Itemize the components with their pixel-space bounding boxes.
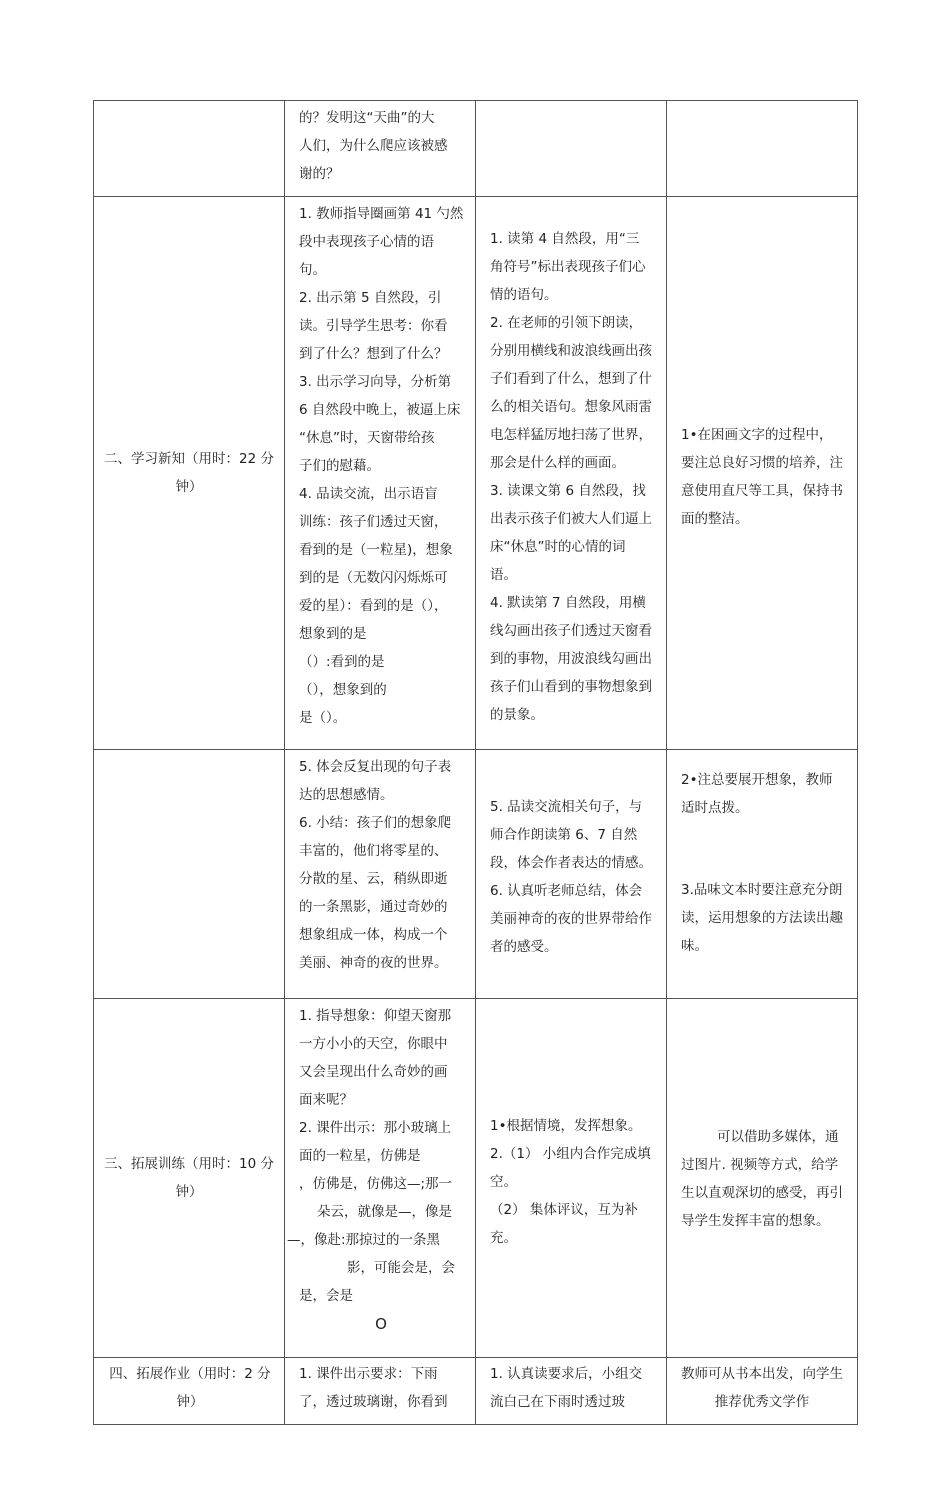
text-line: 线勾画出孩子们透过天窗看 <box>490 623 652 639</box>
text-line: 要注总良好习惯的培养，注 <box>681 455 843 471</box>
text-line: 教师可从书本出发，向学生 <box>681 1366 843 1382</box>
notes-cell <box>667 101 858 197</box>
text-line: 段，体会作者表达的情感。 <box>490 855 652 871</box>
text-line: 到的是（无数闪闪烁烁可 <box>299 570 448 586</box>
text-line: 适时点拨。 <box>681 800 749 816</box>
text-line: 一方小小的天空，你眼中 <box>299 1036 448 1052</box>
text-line: 1. 指导想象：仰望天窗那 <box>299 1008 452 1024</box>
lesson-plan-table <box>93 100 858 1425</box>
text-line: 看到的是（一粒星)，想象 <box>299 542 453 558</box>
text-line: 的一条黑影，通过奇妙的 <box>299 899 448 915</box>
text-line: 那会是什么样的画面。 <box>490 455 625 471</box>
text-line: 读。引导学生思考：你看 <box>299 318 448 334</box>
text-line: 2. 课件出示：那小玻璃上 <box>299 1120 452 1136</box>
text-line: 角符号”标出表现孩子们心 <box>490 259 646 275</box>
text-line: 6. 小结：孩子们的想象爬 <box>299 815 452 831</box>
text-line: 3. 读课文第 6 自然段，找 <box>490 483 646 499</box>
table-row <box>94 999 858 1358</box>
text-line: 味。 <box>681 938 708 954</box>
text-line: 1•根据情境，发挥想象。 <box>490 1118 642 1134</box>
stage-label: 二、学习新知（用时：22 分钟） <box>104 451 274 495</box>
text-line: 5. 体会反复出现的句子表 <box>299 759 452 775</box>
text-line: 面来呢？ <box>299 1092 353 1108</box>
text-line: 过图片. 视频等方式，给学 <box>681 1157 839 1173</box>
text-line: 导学生发挥丰富的想象。 <box>681 1213 830 1229</box>
text-line: 1. 认真读要求后，小组交 <box>490 1366 643 1382</box>
text-line: 者的感受。 <box>490 939 558 955</box>
text-line: 语。 <box>490 567 517 583</box>
teacher-activity-cell <box>285 101 476 197</box>
teacher-activity-cell <box>285 1358 476 1425</box>
text-line: 到了什么？想到了什么？ <box>299 346 448 362</box>
stage-cell <box>94 750 285 999</box>
text-line: 美丽、神奇的夜的世界。 <box>299 955 448 971</box>
text-line: 的？发明这“天曲”的大 <box>299 110 435 126</box>
text-line: 推荐优秀文学作 <box>714 1394 810 1410</box>
table-row <box>94 750 858 999</box>
stage-cell <box>94 999 285 1358</box>
text-line: 意使用直尺等工具，保持书 <box>681 483 843 499</box>
text-line: O <box>375 1315 387 1333</box>
text-line: 可以借助多媒体，通 <box>717 1129 839 1145</box>
text-line: 段中表现孩子心情的语 <box>299 234 434 250</box>
text-line: 充。 <box>490 1230 517 1246</box>
teacher-activity-cell <box>285 197 476 750</box>
text-line: 的景象。 <box>490 707 544 723</box>
text-line: 出表示孩子们被大人们逼上 <box>490 511 652 527</box>
text-line: 1. 教师指导圈画第 41 勺然 <box>299 206 464 222</box>
text-line: 空。 <box>490 1174 517 1190</box>
text-line: 流白己在下雨时透过玻 <box>490 1394 625 1410</box>
text-line: （2） 集体评议，互为补 <box>490 1202 638 1218</box>
text-line: 子们看到了什么，想到了什 <box>490 371 652 387</box>
text-line: 又会呈现出什么奇妙的画 <box>299 1064 448 1080</box>
notes-cell <box>667 750 858 999</box>
text-line: 子们的慰藉。 <box>299 458 380 474</box>
teacher-activity-cell <box>285 750 476 999</box>
text-line: （）:看到的是 <box>299 654 385 670</box>
text-line: 朵云，就像是—，像是 <box>317 1204 452 1220</box>
text-line: 人们，为什么爬应该被感 <box>299 138 448 154</box>
text-line: 师合作朗读第 6、7 自然 <box>490 827 638 843</box>
text-line: 影，可能会是，会 <box>347 1260 455 1276</box>
stage-cell <box>94 1358 285 1425</box>
text-line: （），想象到的 <box>299 682 387 698</box>
text-line: 分别用横线和波浪线画出孩 <box>490 343 652 359</box>
text-line: 爱的星）：看到的是（）， <box>299 598 448 614</box>
text-line: 训练：孩子们透过天窗， <box>299 514 448 530</box>
text-line: 3. 出示学习向导，分析第 <box>299 374 452 390</box>
student-activity-cell <box>476 101 667 197</box>
text-line: 4. 默读第 7 自然段，用横 <box>490 595 646 611</box>
text-line: 想象组成一体，构成一个 <box>299 927 448 943</box>
text-line: 想象到的是 <box>299 626 367 642</box>
text-line: 2.（1） 小组内合作完成填 <box>490 1146 651 1162</box>
text-line: 2•注总要展开想象，教师 <box>681 772 833 788</box>
text-line: 孩子们山看到的事物想象到 <box>490 679 652 695</box>
stage-cell <box>94 101 285 197</box>
text-line: 美丽神奇的夜的世界带给作 <box>490 911 652 927</box>
text-line: 句。 <box>299 262 326 278</box>
text-line: 5. 品读交流相关句子，与 <box>490 799 643 815</box>
student-activity-cell <box>476 750 667 999</box>
teacher-activity-cell <box>285 999 476 1358</box>
text-line: 电怎样猛厉地扫荡了世界， <box>490 427 652 443</box>
text-line: 6. 认真听老师总结，体会 <box>490 883 643 899</box>
student-activity-cell <box>476 1358 667 1425</box>
table-row <box>94 197 858 750</box>
text-line: 了，透过玻璃谢，你看到 <box>299 1394 448 1410</box>
text-line: 面的整洁。 <box>681 511 749 527</box>
text-line: 3.品味文本时要注意充分朗 <box>681 882 843 898</box>
text-line: 2. 出示第 5 自然段，引 <box>299 290 442 306</box>
text-line: 1. 读第 4 自然段，用“三 <box>490 231 640 247</box>
text-line: —，像赴:那掠过的一条黑 <box>287 1232 441 1248</box>
text-line: 生以直观深切的感受，再引 <box>681 1185 843 1201</box>
notes-cell <box>667 1358 858 1425</box>
student-activity-cell <box>476 999 667 1358</box>
text-line: 1•在困画文字的过程中， <box>681 427 833 443</box>
text-line: 2. 在老师的引领下朗读， <box>490 315 643 331</box>
text-line: 6 自然段中晚上，被逼上床 <box>299 402 461 418</box>
text-line: 达的思想感情。 <box>299 787 394 803</box>
stage-cell <box>94 197 285 750</box>
student-activity-cell <box>476 197 667 750</box>
text-line: 到的事物，用波浪线勾画出 <box>490 651 652 667</box>
notes-cell <box>667 999 858 1358</box>
notes-cell <box>667 197 858 750</box>
table-row <box>94 1358 858 1425</box>
stage-label: 四、拓展作业（用时：2 分钟） <box>109 1366 271 1410</box>
text-line: 情的语句。 <box>490 287 558 303</box>
text-line: 谢的？ <box>299 166 340 182</box>
text-line: 是（）。 <box>299 710 347 726</box>
text-line: 4. 品读交流，出示语盲 <box>299 486 438 502</box>
text-line: 是，会是 <box>299 1288 353 1304</box>
text-line: ，仿佛是，仿佛这—;那一 <box>299 1176 453 1192</box>
text-line: 读，运用想象的方法读出趣 <box>681 910 843 926</box>
text-line: 丰富的，他们将零星的、 <box>299 843 448 859</box>
text-line: 分散的星、云，稍纵即逝 <box>299 871 448 887</box>
text-line: 1. 课件出示要求：下雨 <box>299 1366 438 1382</box>
table-row <box>94 101 858 197</box>
text-line: 面的一粒星，仿佛是 <box>299 1148 421 1164</box>
text-line: 床“休息”时的心情的词 <box>490 539 626 555</box>
stage-label: 三、拓展训练（用时：10 分钟） <box>104 1156 274 1200</box>
text-line: “休息”时，天窗带给孩 <box>299 430 435 446</box>
text-line: 么的相关语句。想象风雨雷 <box>490 399 652 415</box>
